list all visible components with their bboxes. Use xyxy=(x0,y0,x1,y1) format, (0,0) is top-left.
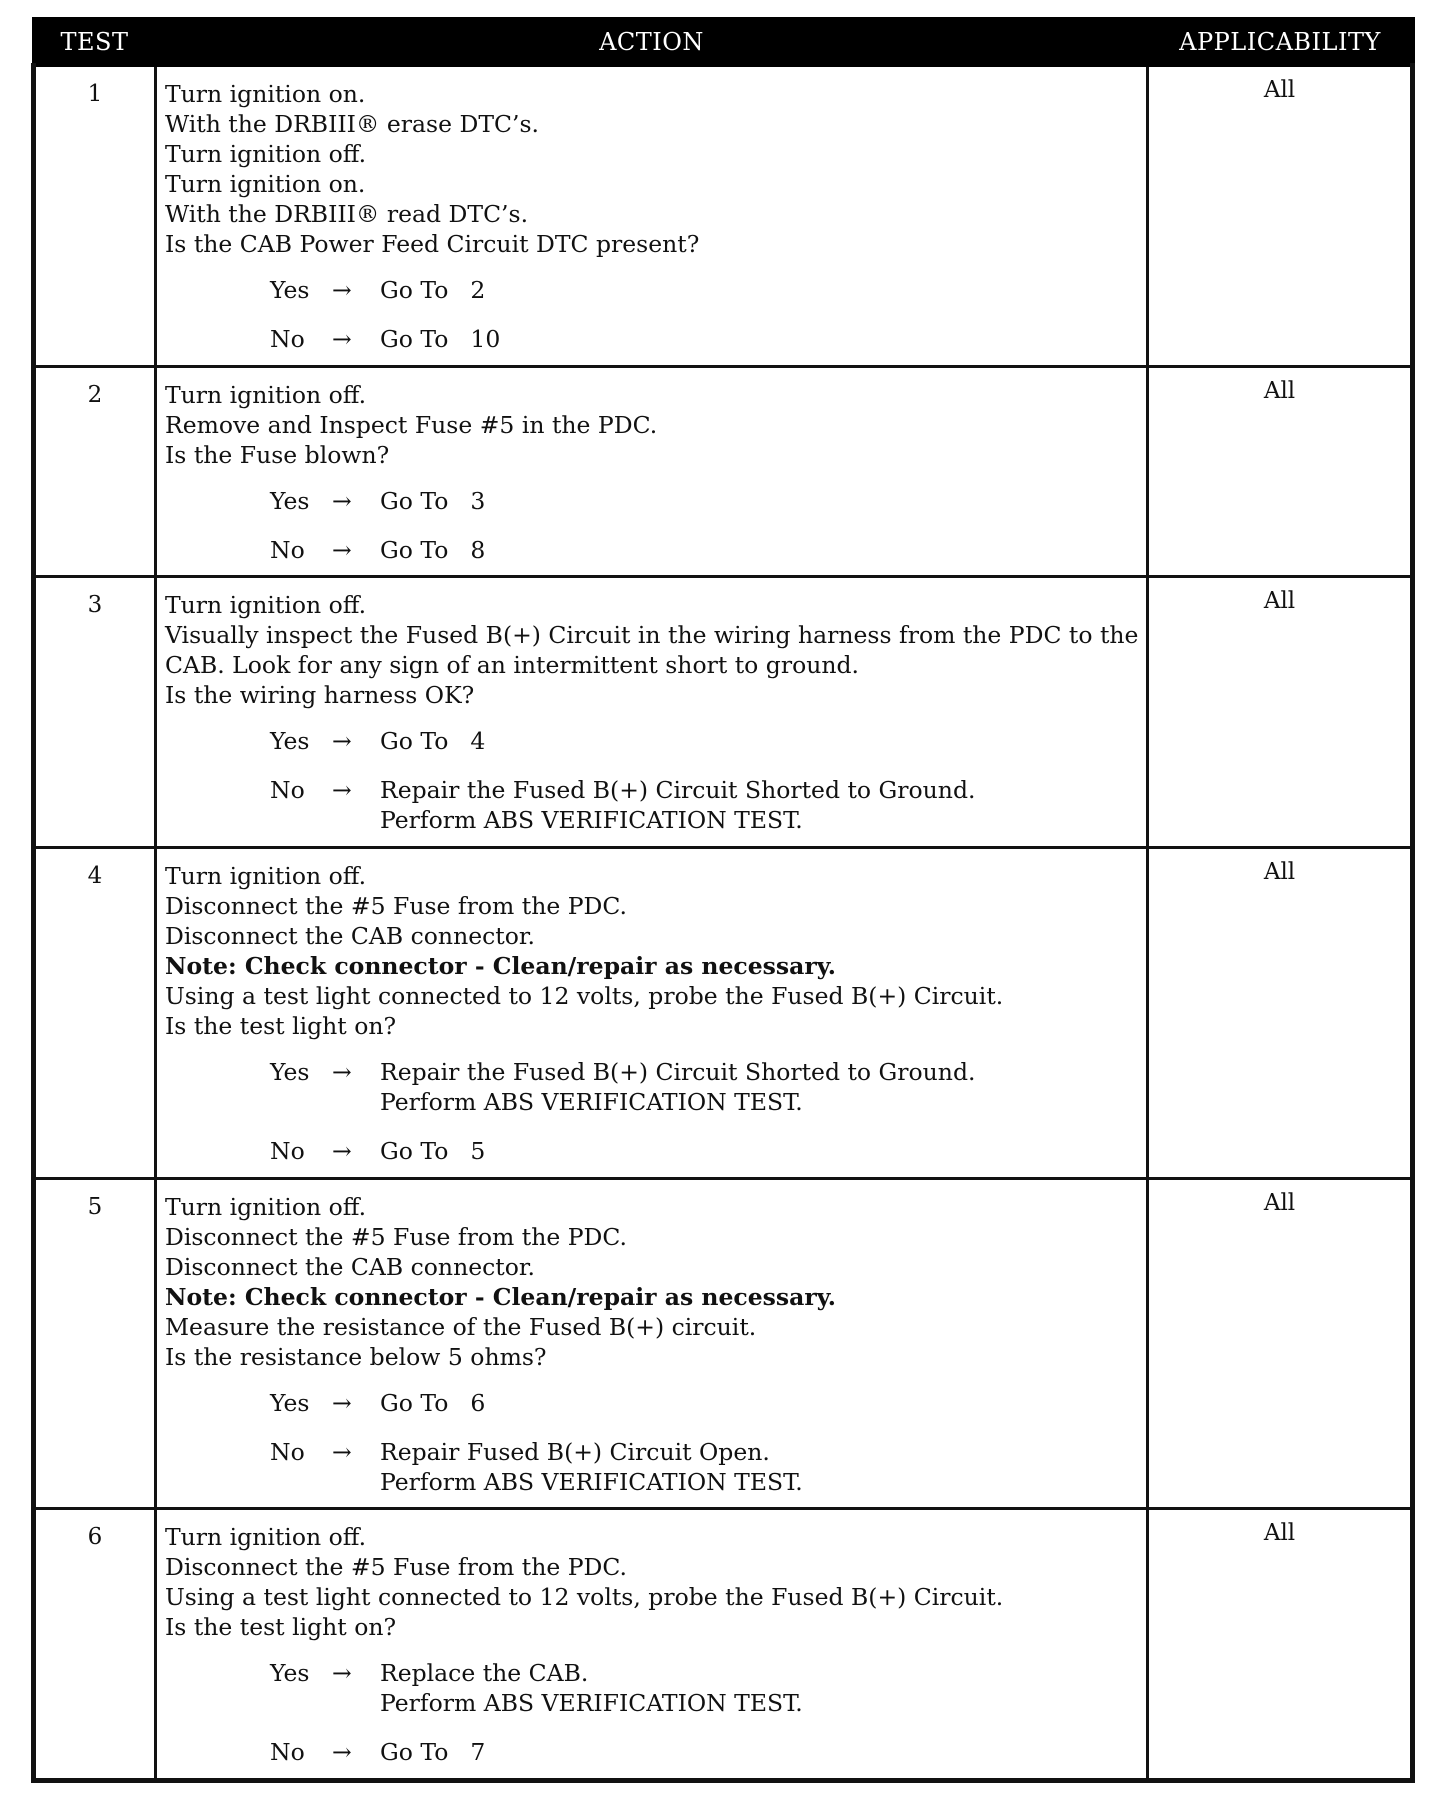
outcome-result xyxy=(380,1136,485,1166)
outcome-result xyxy=(380,775,975,835)
outcome-label: No xyxy=(270,1738,305,1767)
action-step: Is the test light on? xyxy=(165,1613,397,1642)
test-table xyxy=(31,17,1415,1783)
action-cell xyxy=(156,1509,1148,1781)
outcome-instruction: Replace the CAB. xyxy=(380,1659,589,1688)
goto-label: Go To xyxy=(380,727,449,756)
outcome-result xyxy=(380,275,485,305)
action-step: Turn ignition off. xyxy=(165,591,367,620)
outcome-no xyxy=(165,775,1138,835)
action-step: Turn ignition on. xyxy=(165,170,366,198)
outcome-result xyxy=(380,535,485,565)
goto-number: 6 xyxy=(470,1388,486,1417)
action-step: Turn ignition off. xyxy=(165,1192,367,1221)
right-arrow-icon: → xyxy=(332,1738,352,1767)
goto-number: 2 xyxy=(470,276,486,304)
goto-number: 5 xyxy=(470,1136,486,1165)
right-arrow-icon: → xyxy=(332,776,352,805)
outcome-label: No xyxy=(270,325,305,353)
header-test: TEST xyxy=(34,19,156,65)
table-row xyxy=(34,1509,1413,1781)
outcome-yes xyxy=(165,275,1138,305)
action-step: Remove and Inspect Fuse #5 in the PDC. xyxy=(165,410,658,439)
outcome-yes xyxy=(165,1658,1138,1718)
action-step: Is the wiring harness OK? xyxy=(165,681,475,710)
header-action: ACTION xyxy=(156,19,1148,65)
outcome-list xyxy=(165,1388,1138,1497)
table-row xyxy=(34,366,1413,576)
outcome-label: Yes xyxy=(270,1388,310,1417)
goto-label: Go To xyxy=(380,1136,449,1165)
outcome-label: Yes xyxy=(270,1057,310,1086)
test-number: 2 xyxy=(34,366,156,576)
outcome-label: No xyxy=(270,535,305,564)
outcome-list xyxy=(165,1057,1138,1166)
applicability-cell: All xyxy=(1148,577,1413,848)
action-step: Turn ignition off. xyxy=(165,861,367,890)
action-step: Is the Fuse blown? xyxy=(165,440,390,469)
action-cell xyxy=(156,577,1148,848)
action-step: Turn ignition off. xyxy=(165,1523,367,1552)
outcome-instruction: Perform ABS VERIFICATION TEST. xyxy=(380,806,803,835)
right-arrow-icon: → xyxy=(332,1136,352,1165)
action-step: CAB. Look for any sign of an intermittent short to ground. xyxy=(165,651,860,680)
outcome-yes xyxy=(165,726,1138,756)
outcome-instruction: Perform ABS VERIFICATION TEST. xyxy=(380,1467,803,1496)
action-note: Note: Check connector - Clean/repair as necessary. xyxy=(165,951,836,980)
goto-label: Go To xyxy=(380,325,449,353)
header-applicability: APPLICABILITY xyxy=(1148,19,1413,65)
action-step: Turn ignition on. xyxy=(165,80,366,108)
outcome-yes xyxy=(165,1057,1138,1117)
outcome-no xyxy=(165,1737,1138,1767)
action-step: Turn ignition off. xyxy=(165,140,367,168)
outcome-label: Yes xyxy=(270,1659,310,1688)
test-number: 3 xyxy=(34,577,156,848)
goto-label: Go To xyxy=(380,1388,449,1417)
table-row xyxy=(34,1178,1413,1509)
outcome-list xyxy=(165,275,1138,354)
outcome-instruction: Perform ABS VERIFICATION TEST. xyxy=(380,1087,803,1116)
outcome-label: No xyxy=(270,1136,305,1165)
action-step: Visually inspect the Fused B(+) Circuit in the wiring harness from the PDC to the xyxy=(165,621,1139,650)
test-number: 6 xyxy=(34,1509,156,1781)
test-number: 4 xyxy=(34,847,156,1178)
action-step: Disconnect the #5 Fuse from the PDC. xyxy=(165,1222,627,1251)
goto-number: 8 xyxy=(470,535,486,564)
outcome-instruction: Repair the Fused B(+) Circuit Shorted to Ground. xyxy=(380,1057,976,1086)
outcome-list xyxy=(165,726,1138,835)
right-arrow-icon: → xyxy=(332,1057,352,1086)
outcome-label: Yes xyxy=(270,486,310,515)
action-step: Is the resistance below 5 ohms? xyxy=(165,1342,547,1371)
action-cell xyxy=(156,366,1148,576)
right-arrow-icon: → xyxy=(332,535,352,564)
outcome-result xyxy=(380,1388,485,1418)
outcome-list xyxy=(165,486,1138,565)
goto-label: Go To xyxy=(380,1738,449,1767)
table-row xyxy=(34,577,1413,848)
outcome-no xyxy=(165,535,1138,565)
right-arrow-icon: → xyxy=(332,1388,352,1417)
action-cell xyxy=(156,1178,1148,1509)
outcome-result xyxy=(380,1057,975,1117)
action-step: With the DRBIII® read DTC’s. xyxy=(165,200,529,228)
diagnostic-test-table xyxy=(31,17,1410,1783)
table-header-row xyxy=(34,19,1413,65)
action-step: With the DRBIII® erase DTC’s. xyxy=(165,110,539,138)
action-step: Disconnect the #5 Fuse from the PDC. xyxy=(165,1553,627,1582)
applicability-cell: All xyxy=(1148,65,1413,366)
outcome-instruction: Perform ABS VERIFICATION TEST. xyxy=(380,1689,803,1718)
outcome-instruction: Repair Fused B(+) Circuit Open. xyxy=(380,1437,770,1466)
outcome-result xyxy=(380,1437,803,1497)
table-body xyxy=(34,65,1413,1781)
action-step: Disconnect the CAB connector. xyxy=(165,1252,535,1281)
right-arrow-icon: → xyxy=(332,486,352,515)
action-step: Turn ignition off. xyxy=(165,380,367,409)
right-arrow-icon: → xyxy=(332,325,352,353)
outcome-yes xyxy=(165,1388,1138,1418)
goto-number: 4 xyxy=(470,727,486,756)
outcome-label: No xyxy=(270,1437,305,1466)
action-cell xyxy=(156,847,1148,1178)
action-step: Disconnect the #5 Fuse from the PDC. xyxy=(165,891,627,920)
table-row xyxy=(34,847,1413,1178)
action-step: Disconnect the CAB connector. xyxy=(165,921,535,950)
right-arrow-icon: → xyxy=(332,1659,352,1688)
outcome-no xyxy=(165,1136,1138,1166)
goto-label: Go To xyxy=(380,276,449,304)
right-arrow-icon: → xyxy=(332,1437,352,1466)
action-step: Using a test light connected to 12 volts, probe the Fused B(+) Circuit. xyxy=(165,981,1004,1010)
action-note: Note: Check connector - Clean/repair as necessary. xyxy=(165,1282,836,1311)
goto-number: 3 xyxy=(470,486,486,515)
outcome-label: Yes xyxy=(270,276,310,304)
action-step: Is the test light on? xyxy=(165,1011,397,1040)
action-step: Measure the resistance of the Fused B(+) circuit. xyxy=(165,1312,757,1341)
applicability-cell: All xyxy=(1148,366,1413,576)
action-step: Is the CAB Power Feed Circuit DTC present? xyxy=(165,230,700,258)
outcome-result xyxy=(380,1737,485,1767)
goto-number: 7 xyxy=(470,1738,486,1767)
test-number: 5 xyxy=(34,1178,156,1509)
action-step: Using a test light connected to 12 volts, probe the Fused B(+) Circuit. xyxy=(165,1583,1004,1612)
outcome-result xyxy=(380,726,485,756)
test-number: 1 xyxy=(34,65,156,366)
table-row xyxy=(34,65,1413,366)
outcome-label: Yes xyxy=(270,727,310,756)
outcome-instruction: Repair the Fused B(+) Circuit Shorted to Ground. xyxy=(380,776,976,805)
outcome-result xyxy=(380,324,500,354)
right-arrow-icon: → xyxy=(332,727,352,756)
outcome-no xyxy=(165,1437,1138,1497)
applicability-cell: All xyxy=(1148,1509,1413,1781)
right-arrow-icon: → xyxy=(332,276,352,304)
goto-label: Go To xyxy=(380,535,449,564)
outcome-result xyxy=(380,486,485,516)
outcome-result xyxy=(380,1658,803,1718)
outcome-list xyxy=(165,1658,1138,1767)
action-cell xyxy=(156,65,1148,366)
goto-number: 10 xyxy=(470,325,501,353)
outcome-yes xyxy=(165,486,1138,516)
applicability-cell: All xyxy=(1148,1178,1413,1509)
outcome-no xyxy=(165,324,1138,354)
applicability-cell: All xyxy=(1148,847,1413,1178)
goto-label: Go To xyxy=(380,486,449,515)
outcome-label: No xyxy=(270,776,305,805)
